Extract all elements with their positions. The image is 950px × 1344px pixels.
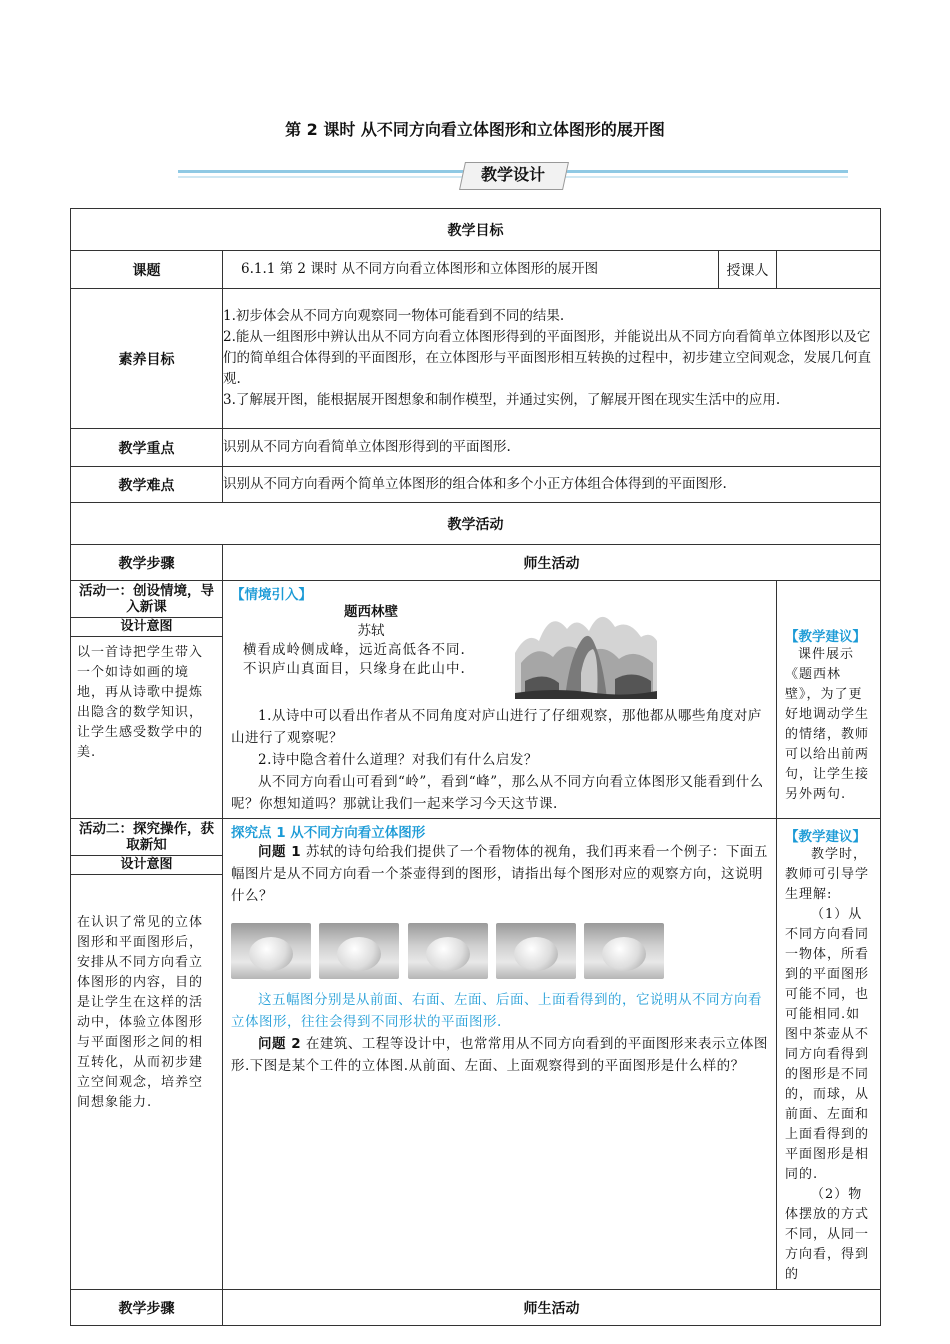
poem-line: 不识庐山真面目，只缘身在此山中. (243, 661, 466, 677)
teacher-label: 授课人 (719, 251, 777, 289)
poem-title: 题西林壁 (344, 604, 398, 620)
activity1-q1: 1.从诗中可以看出作者从不同角度对庐山进行了仔细观察，那他都从哪些角度对庐山进行了观察呢？ (231, 708, 762, 746)
teapot-left-image (408, 923, 488, 979)
literacy-goals (223, 289, 881, 429)
teapot-photos (231, 907, 768, 989)
teapot-front-image (231, 923, 311, 979)
activity1-left (71, 581, 223, 819)
footer-activity-label: 师生活动 (223, 1290, 881, 1326)
problem1-label: 问题 1 (258, 844, 302, 860)
problem2-label: 问题 2 (258, 1036, 302, 1052)
poem-line: 横看成岭侧成峰，远近高低各不同. (243, 642, 466, 658)
point-title: 探究点 1 从不同方向看立体图形 (231, 825, 426, 841)
activity1-suggest-title: 【教学建议】 (785, 629, 866, 645)
teacher-student-label: 师生活动 (223, 545, 881, 581)
poem-author: 苏轼 (357, 623, 385, 639)
answer1: 这五幅图分别是从前面、右面、左面、后面、上面看得到的，它说明从不同方向看立体图形，往往会得到不同形状的平面图形. (231, 992, 762, 1030)
activity2-suggestion (777, 819, 881, 1290)
activity1-content (223, 581, 777, 819)
problem2-text: 在建筑、工程等设计中，也常常用从不同方向看到的平面图形来表示立体图形.下图是某个工件的立体图.从前面、左面、上面观察得到的平面图形是什么样的？ (231, 1036, 768, 1074)
goals-header: 教学目标 (71, 209, 881, 251)
activity2-suggest-text1: 教学时，教师可引导学生理解: (785, 847, 870, 902)
activity1-suggest-text: 课件展示《题西林壁》，为了更好地调动学生的情绪，教师可以给出前两句，让学生接另外两句. (785, 647, 870, 802)
section-banner (178, 160, 848, 190)
teacher-value (777, 251, 881, 289)
activity1-design-label: 设计意图 (71, 617, 222, 637)
lesson-plan-table (70, 208, 881, 1326)
difficulty-value: 识别从不同方向看两个简单立体图形的组合体和多个小正方体组合体得到的平面图形. (223, 467, 881, 503)
activity1-q2: 2.诗中隐含着什么道理？对我们有什么启发？ (258, 752, 538, 768)
activity2-design-text: 在认识了常见的立体图形和平面图形后，安排从不同方向看立体图形的内容，目的是让学生在这样的活动中，体验立体图形与平面图形之间的相互转化，从而初步建立空间观念，培养空间想象能力. (77, 915, 204, 1110)
landscape-painting (515, 601, 657, 699)
teapot-right-image (319, 923, 399, 979)
activity1-design-text: 以一首诗把学生带入一个如诗如画的境地，再从诗歌中提炼出隐含的数学知识，让学生感受数学中的美. (77, 645, 204, 760)
teapot-top-image (584, 923, 664, 979)
steps-label: 教学步骤 (71, 545, 223, 581)
problem2 (231, 1033, 768, 1077)
activity2-suggest-text3: （2）物体摆放的方式不同，从同一方向看，得到的 (785, 1187, 870, 1282)
problem1-text: 苏轼的诗句给我们提供了一个看物体的视角，我们再来看一个例子：下面五幅图片是从不同方向看一个茶壶得到的图形，请指出每个图形对应的观察方向，这说明什么？ (231, 844, 768, 904)
activity2-suggest-text2: （1）从不同方向看同一物体，所看到的平面图形可能不同，也可能相同.如图中茶壶从不同方向看得到的图形是不同的，而球，从前面、左面和上面看得到的平面图形是相同的. (785, 907, 870, 1182)
document-title: 第 2 课时 从不同方向看立体图形和立体图形的展开图 (285, 120, 665, 139)
literacy-item: 3.了解展开图，能根据展开图想象和制作模型，并通过实例，了解展开图在现实生活中的应用. (223, 392, 781, 408)
activity2-title: 活动二：探究操作，获取新知 (79, 821, 214, 853)
teapot-back-image (496, 923, 576, 979)
key-label: 教学重点 (71, 429, 223, 467)
activity2-content (223, 819, 777, 1290)
problem1 (231, 841, 768, 907)
footer-steps-label: 教学步骤 (71, 1290, 223, 1326)
lesson-value: 6.1.1 第 2 课时 从不同方向看立体图形和立体图形的展开图 (223, 251, 719, 289)
lesson-label: 课题 (71, 251, 223, 289)
literacy-item: 2.能从一组图形中辨认出从不同方向看立体图形得到的平面图形，并能说出从不同方向看简单立体图形以及它们的简单组合体得到的平面图形，在立体图形与平面图形相互转换的过程中，初步建立空间观念，发展几何直观. (223, 329, 871, 387)
activity2-suggest-title: 【教学建议】 (785, 829, 866, 845)
intro-tag: 【情境引入】 (231, 587, 312, 603)
activity2-design-label: 设计意图 (71, 855, 222, 875)
banner-label: 教学设计 (480, 165, 545, 184)
activity2-left (71, 819, 223, 1290)
activity1-suggestion (777, 581, 881, 819)
literacy-item: 1.初步体会从不同方向观察同一物体可能看到不同的结果. (223, 308, 565, 324)
activity1-title: 活动一：创设情境，导入新课 (79, 583, 214, 615)
activities-header: 教学活动 (71, 503, 881, 545)
key-value: 识别从不同方向看简单立体图形得到的平面图形. (223, 429, 881, 467)
literacy-label: 素养目标 (71, 289, 223, 429)
activity1-lead: 从不同方向看山可看到“岭”，看到“峰”，那么从不同方向看立体图形又能看到什么呢？你想知道吗？那就让我们一起来学习今天这节课. (231, 774, 764, 812)
difficulty-label: 教学难点 (71, 467, 223, 503)
